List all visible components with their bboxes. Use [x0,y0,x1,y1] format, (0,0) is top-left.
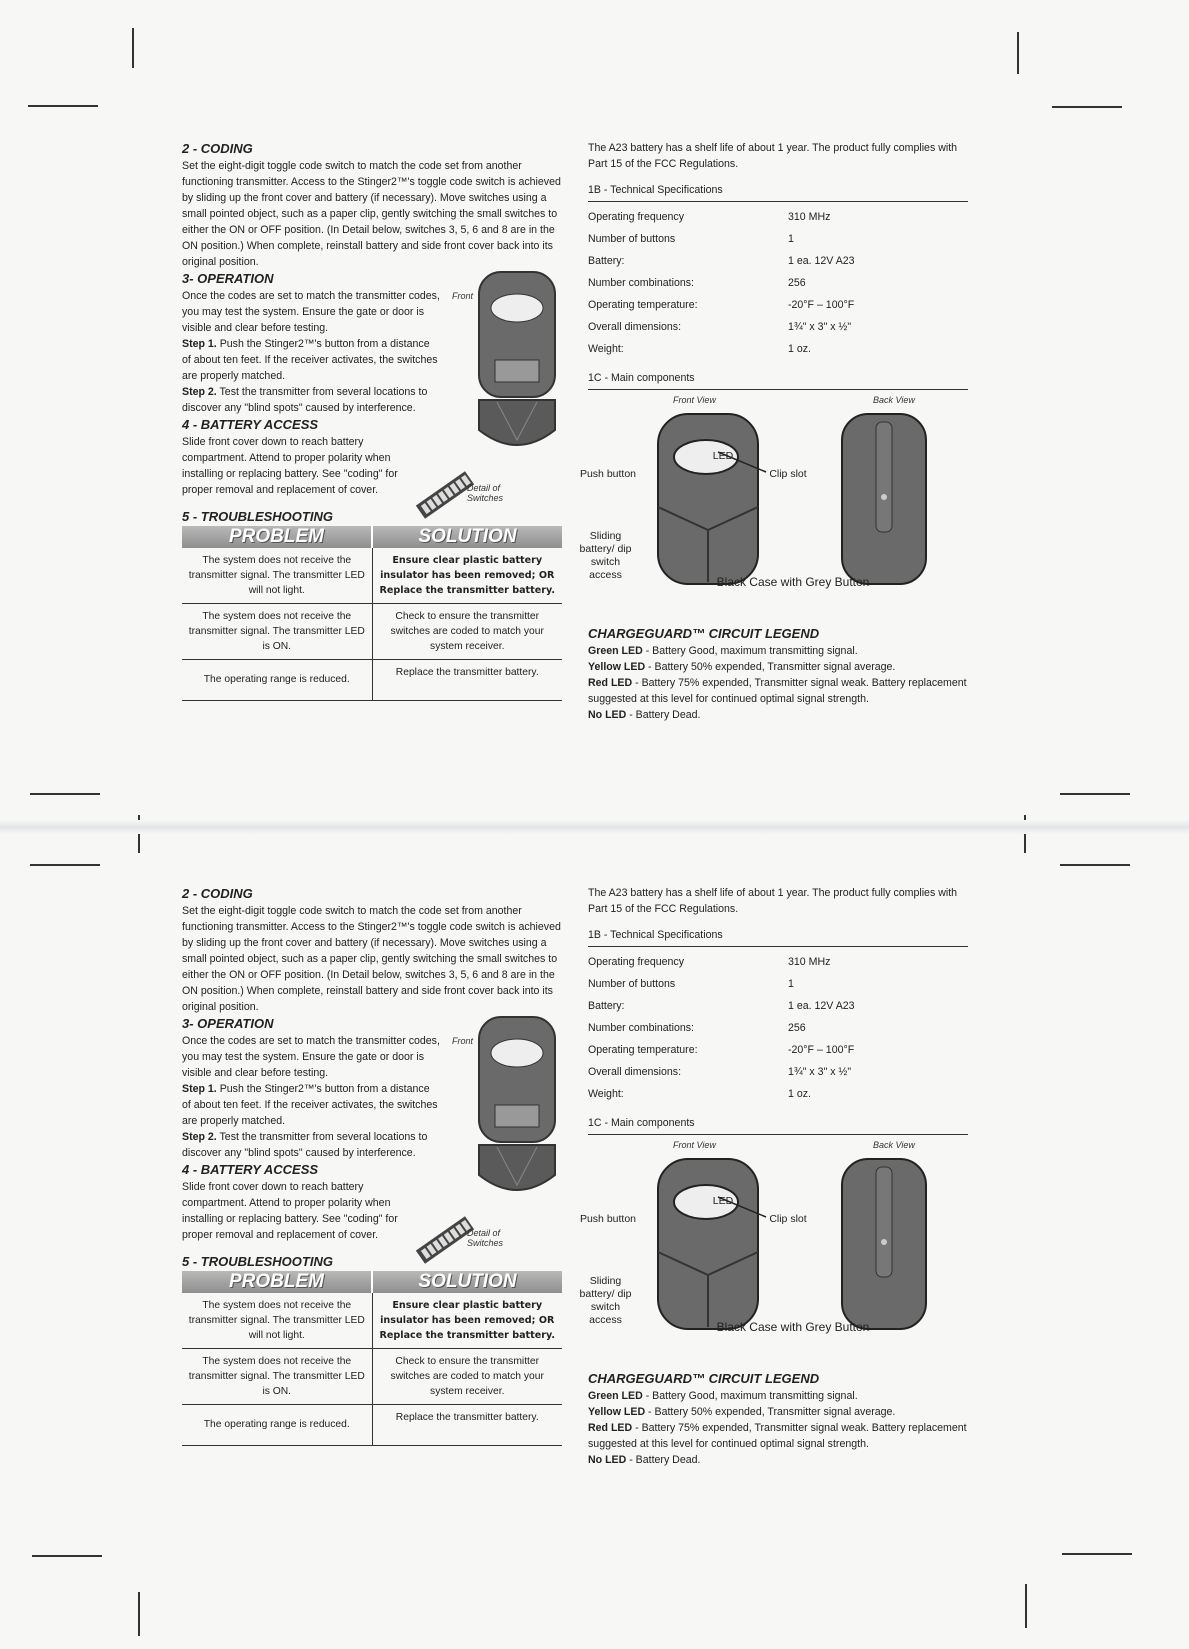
step-2 [182,384,452,416]
problem-cell: The operating range is reduced. [182,1405,373,1445]
troubleshooting-table [182,1271,562,1446]
tech-specs-heading: 1B - Technical Specifications [588,923,968,947]
front-view-drawing [648,412,768,592]
intro-text: The A23 battery has a shelf life of about 1 year. The product fully complies with Part 15 of the FCC Regulations. [588,142,958,170]
spec-key: Number combinations: [588,277,694,289]
step-1 [182,1081,440,1129]
troubleshooting-heading: 5 - TROUBLESHOOTING [182,509,333,524]
crop-mark [1052,106,1122,108]
no-led-text: - Battery Dead. [626,709,701,721]
table-row [182,660,562,701]
chargeguard-heading: CHARGEGUARD™ CIRCUIT LEGEND [588,626,820,641]
spec-value: 1 ea. 12V A23 [788,255,855,267]
spec-key: Weight: [588,1088,624,1100]
case-caption: Black Case with Grey Button [716,1320,870,1334]
step-2-label: Step 2. [182,1131,217,1143]
coding-body: Set the eight-digit toggle code switch to match the code set from another functioning transmitter. Access to the Stinger2™'s toggle code switch is achieved by sliding up the front cover and battery (if necessary). Move switches using a small pointed object, such as a paper clip, gently switching the small switches to either the ON or OFF position. (In Detail below, switches 3, 5, 6 and 8 are in the ON position.) When complete, reinstall battery and side front cover back into its original position. [182,160,561,268]
coding-heading: 2 - CODING [182,141,253,156]
back-view-label: Back View [873,1140,915,1150]
components-figure [579,1135,968,1360]
green-led-label: Green LED [588,1390,643,1402]
front-label: Front [452,1036,474,1046]
front-view-label: Front View [673,395,716,405]
detail-label: Detail of Switches [467,1228,504,1248]
red-led-line [588,675,968,707]
spec-value: -20°F – 100°F [788,1044,855,1056]
table-row [182,604,562,660]
coding-heading: 2 - CODING [182,886,253,901]
troubleshooting-heading: 5 - TROUBLESHOOTING [182,1254,333,1269]
right-column [579,885,968,1468]
spec-key: Battery: [588,1000,625,1012]
battery-access-body: Slide front cover down to reach battery compartment. Attend to proper polarity when installing or replacing battery. See "coding" for proper removal and replacement of cover. [182,436,398,496]
spec-key: Operating temperature: [588,299,698,311]
spec-row [588,1061,968,1083]
spec-value: 310 MHz [788,211,831,223]
clip-slot-label: Clip slot [769,468,807,480]
led-label: LED [712,450,734,462]
red-led-text: - Battery 75% expended, Transmitter signal weak. Battery replacement suggested at this level for continued optimal signal strength. [588,1422,967,1450]
instruction-panel-bottom [0,885,1189,1625]
spec-key: Overall dimensions: [588,1066,682,1078]
step-1-text: Push the Stinger2™'s button from a distance of about ten feet. If the receiver activates, the switches are properly matched. [182,338,438,382]
spec-value: 1 oz. [788,1088,811,1100]
step-1-label: Step 1. [182,338,217,350]
table-row [182,548,562,604]
clip-slot-label: Clip slot [769,1213,807,1225]
problem-header: PROBLEM [182,526,373,548]
problem-cell: The system does not receive the transmitter signal. The transmitter LED will not light. [182,1293,373,1348]
sliding-label: Sliding battery/ dip switch access [579,530,632,581]
red-led-label: Red LED [588,1422,633,1434]
spec-row [588,206,968,228]
spec-row [588,338,968,360]
spec-value: 256 [788,277,806,289]
spec-key: Number of buttons [588,978,676,990]
spec-value: -20°F – 100°F [788,299,855,311]
operation-body: Once the codes are set to match the transmitter codes, you may test the system. Ensure the gate or door is visible and clear before testing. [182,290,440,334]
operation-body: Once the codes are set to match the transmitter codes, you may test the system. Ensure the gate or door is visible and clear before testing. [182,1035,440,1079]
table-row [182,1405,562,1446]
spec-value: 256 [788,1022,806,1034]
components-figure [579,390,968,615]
yellow-led-line [588,659,968,675]
spec-row [588,294,968,316]
back-view-label: Back View [873,395,915,405]
yellow-led-text: - Battery 50% expended, Transmitter signal average. [645,661,896,673]
solution-cell: Ensure clear plastic battery insulator has been removed; OR Replace the transmitter battery. [379,1300,555,1341]
front-view-drawing [648,1157,768,1337]
tech-specs-list [588,947,968,1105]
spec-row [588,250,968,272]
troubleshooting-table [182,526,562,701]
spec-row [588,1039,968,1061]
coding-body: Set the eight-digit toggle code switch to match the code set from another functioning transmitter. Access to the Stinger2™'s toggle code switch is achieved by sliding up the front cover and battery (if necessary). Move switches using a small pointed object, such as a paper clip, gently switching the small switches to either the ON or OFF position. (In Detail below, switches 3, 5, 6 and 8 are in the ON position.) When complete, reinstall battery and side front cover back into its original position. [182,905,561,1013]
problem-cell: The system does not receive the transmitter signal. The transmitter LED will not light. [182,548,373,603]
battery-access-body: Slide front cover down to reach battery compartment. Attend to proper polarity when installing or replacing battery. See "coding" for proper removal and replacement of cover. [182,1181,398,1241]
problem-cell: The system does not receive the transmitter signal. The transmitter LED is ON. [182,604,373,659]
spec-value: 1¾" x 3" x ½" [788,321,852,333]
green-led-text: - Battery Good, maximum transmitting signal. [642,1390,858,1402]
back-view-drawing [840,412,930,592]
crop-mark [132,28,134,68]
green-led-label: Green LED [588,645,643,657]
chargeguard-heading: CHARGEGUARD™ CIRCUIT LEGEND [588,1371,820,1386]
solution-cell: Replace the transmitter battery. [395,667,539,678]
table-row [182,1293,562,1349]
case-caption: Black Case with Grey Button [716,575,870,589]
components-heading: 1C - Main components [588,366,968,390]
spec-key: Number of buttons [588,233,676,245]
solution-cell: Ensure clear plastic battery insulator has been removed; OR Replace the transmitter battery. [379,555,555,596]
led-label: LED [712,1195,734,1207]
spec-value: 1 ea. 12V A23 [788,1000,855,1012]
spec-key: Weight: [588,343,624,355]
no-led-label: No LED [588,1454,627,1466]
instruction-panel-top [0,140,1189,880]
tech-specs-heading: 1B - Technical Specifications [588,178,968,202]
solution-header: SOLUTION [418,526,517,547]
sliding-label: Sliding battery/ dip switch access [579,1275,632,1326]
red-led-label: Red LED [588,677,633,689]
spec-row [588,951,968,973]
front-view-label: Front View [673,1140,716,1150]
solution-cell: Check to ensure the transmitter switches are coded to match your system receiver. [390,611,544,652]
spec-row [588,1083,968,1105]
red-led-line [588,1420,968,1452]
tech-specs-list [588,202,968,360]
back-view-drawing [840,1157,930,1337]
no-led-text: - Battery Dead. [626,1454,701,1466]
no-led-line [588,1452,968,1468]
yellow-led-label: Yellow LED [588,1406,646,1418]
step-1 [182,336,440,384]
front-label: Front [452,291,474,301]
solution-cell: Replace the transmitter battery. [395,1412,539,1423]
solution-cell: Check to ensure the transmitter switches are coded to match your system receiver. [390,1356,544,1397]
left-column [182,885,567,1446]
spec-key: Battery: [588,255,625,267]
solution-header: SOLUTION [418,1271,517,1292]
step-1-text: Push the Stinger2™'s button from a distance of about ten feet. If the receiver activates, the switches are properly matched. [182,1083,438,1127]
problem-header: PROBLEM [182,1271,373,1293]
problem-cell: The operating range is reduced. [182,660,373,700]
spec-key: Operating frequency [588,956,684,968]
spec-key: Number combinations: [588,1022,694,1034]
no-led-line [588,707,968,723]
crop-mark [1017,32,1019,74]
spec-key: Operating temperature: [588,1044,698,1056]
red-led-text: - Battery 75% expended, Transmitter signal weak. Battery replacement suggested at this level for continued optimal signal strength. [588,677,967,705]
spec-value: 1 [788,978,794,990]
detail-label: Detail of Switches [467,483,504,503]
spec-row [588,995,968,1017]
yellow-led-text: - Battery 50% expended, Transmitter signal average. [645,1406,896,1418]
step-2-text: Test the transmitter from several locations to discover any "blind spots" caused by interference. [182,1131,428,1159]
step-2-label: Step 2. [182,386,217,398]
spec-row [588,1017,968,1039]
step-1-label: Step 1. [182,1083,217,1095]
spec-value: 310 MHz [788,956,831,968]
push-button-label: Push button [579,468,637,480]
table-row [182,1349,562,1405]
step-2-text: Test the transmitter from several locations to discover any "blind spots" caused by interference. [182,386,428,414]
spec-value: 1 [788,233,794,245]
spec-row [588,973,968,995]
operation-heading: 3- OPERATION [182,271,274,286]
yellow-led-line [588,1404,968,1420]
components-heading: 1C - Main components [588,1111,968,1135]
green-led-line [588,1388,968,1404]
right-column [579,140,968,723]
yellow-led-label: Yellow LED [588,661,646,673]
no-led-label: No LED [588,709,627,721]
spec-value: 1¾" x 3" x ½" [788,1066,852,1078]
push-button-label: Push button [579,1213,637,1225]
green-led-line [588,643,968,659]
transmitter-front-figure [477,1015,557,1200]
step-2 [182,1129,452,1161]
transmitter-front-figure [477,270,557,455]
spec-value: 1 oz. [788,343,811,355]
problem-cell: The system does not receive the transmitter signal. The transmitter LED is ON. [182,1349,373,1404]
battery-access-heading: 4 - BATTERY ACCESS [182,417,319,432]
left-column [182,140,567,701]
battery-access-heading: 4 - BATTERY ACCESS [182,1162,319,1177]
intro-text: The A23 battery has a shelf life of about 1 year. The product fully complies with Part 15 of the FCC Regulations. [588,887,958,915]
operation-heading: 3- OPERATION [182,1016,274,1031]
crop-mark [28,105,98,107]
spec-row [588,316,968,338]
green-led-text: - Battery Good, maximum transmitting signal. [642,645,858,657]
spec-key: Overall dimensions: [588,321,682,333]
spec-key: Operating frequency [588,211,684,223]
spec-row [588,272,968,294]
spec-row [588,228,968,250]
